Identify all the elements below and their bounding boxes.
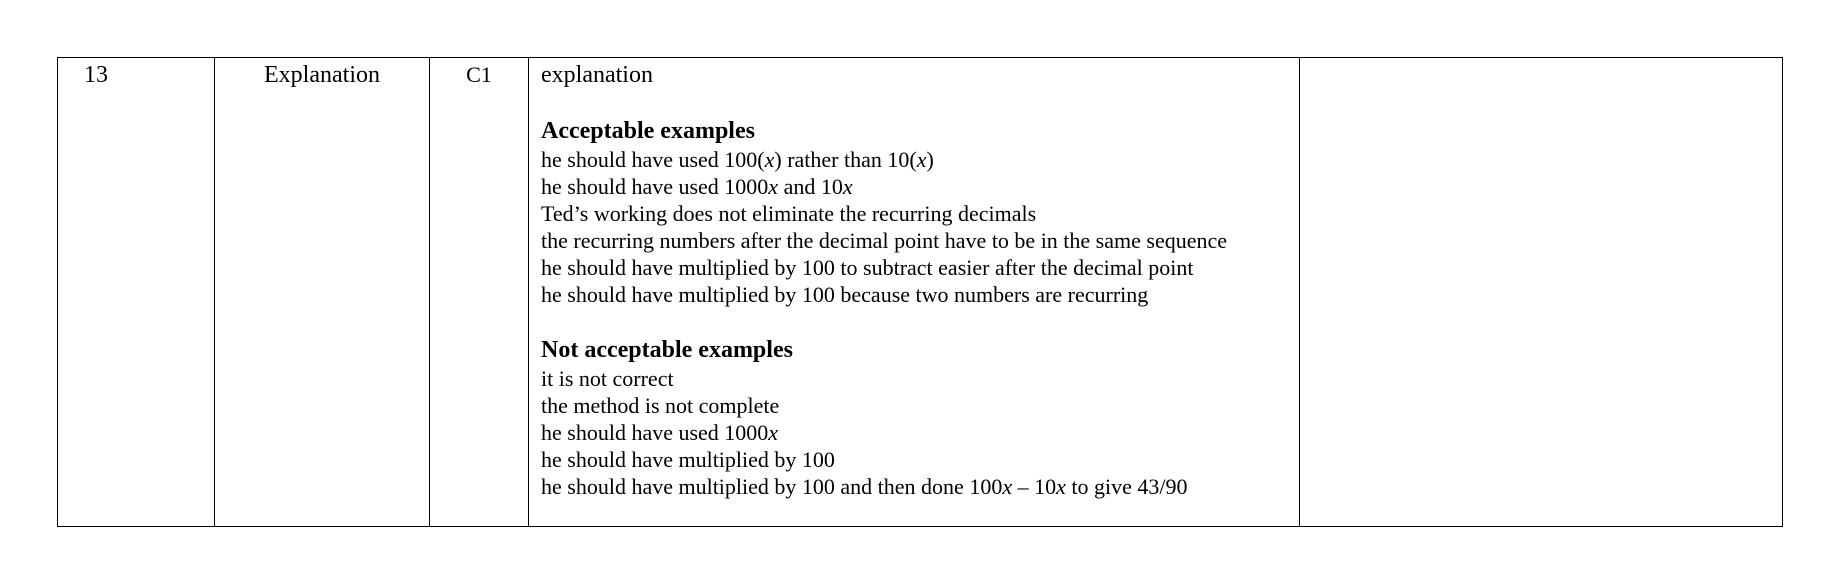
answer-cell xyxy=(215,58,430,527)
acceptable-example: he should have multiplied by 100 because two numbers are recurring xyxy=(541,282,1149,307)
not-acceptable-example: it is not correct xyxy=(541,366,674,391)
guidance-content xyxy=(529,58,1299,500)
mark-code: C1 xyxy=(466,62,492,87)
notes-cell xyxy=(1300,58,1783,527)
acceptable-example: he should have used 100(x) rather than 10(x) xyxy=(541,147,934,172)
not-acceptable-heading: Not acceptable examples xyxy=(541,337,793,363)
mark-scheme-table xyxy=(57,57,1783,527)
not-acceptable-example: he should have multiplied by 100 and then done 100x – 10x to give 43/90 xyxy=(541,474,1188,499)
not-acceptable-list xyxy=(541,365,1287,500)
acceptable-list xyxy=(541,146,1287,308)
not-acceptable-example: he should have used 1000x xyxy=(541,420,779,445)
additional-guidance-cell xyxy=(529,58,1300,527)
acceptable-example: the recurring numbers after the decimal point have to be in the same sequence xyxy=(541,228,1228,253)
acceptable-heading: Acceptable examples xyxy=(541,118,755,144)
acceptable-example: he should have multiplied by 100 to subtract easier after the decimal point xyxy=(541,255,1194,280)
guidance-lead: explanation xyxy=(541,62,653,88)
question-number-cell xyxy=(58,58,215,527)
acceptable-example: he should have used 1000x and 10x xyxy=(541,174,853,199)
answer-text: Explanation xyxy=(264,62,380,88)
mark-cell xyxy=(430,58,529,527)
not-acceptable-example: the method is not complete xyxy=(541,393,780,418)
question-number: 13 xyxy=(84,62,108,88)
acceptable-example: Ted’s working does not eliminate the recurring decimals xyxy=(541,201,1037,226)
not-acceptable-example: he should have multiplied by 100 xyxy=(541,447,835,472)
spacer xyxy=(541,308,1287,335)
table-row xyxy=(58,58,1783,527)
